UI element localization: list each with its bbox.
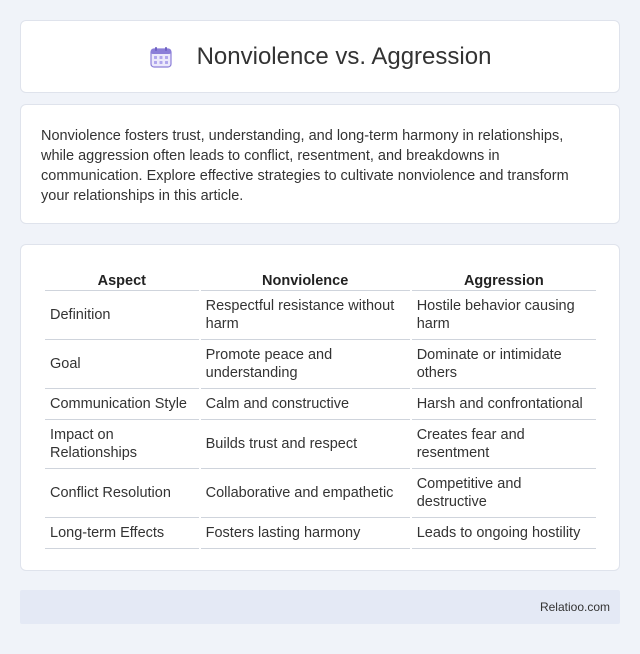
table-row [45,291,596,340]
table-cell: Communication Style [45,389,199,420]
table-row [45,340,596,389]
table-cell: Creates fear and resentment [412,420,596,469]
table-cell: Calm and constructive [201,389,410,420]
table-cell: Dominate or intimidate others [412,340,596,389]
intro-text: Nonviolence fosters trust, understanding, and long-term harmony in relationships, while aggression often leads to conflict, resentment, and breakdowns in communication. Explore effective strategies to cultivate nonviolence and transform your relationships in this article. [41,128,569,204]
column-header-nonviolence: Nonviolence [201,265,410,291]
title-card [20,20,620,93]
table-header-row [45,265,596,291]
table-cell: Respectful resistance without harm [201,291,410,340]
calendar-icon [149,45,173,69]
table-cell: Competitive and destructive [412,469,596,518]
column-header-aggression: Aggression [412,265,596,291]
page-title: Nonviolence vs. Aggression [196,42,492,70]
table-cell: Impact on Relationships [45,420,199,469]
table-cell: Promote peace and understanding [201,340,410,389]
table-cell: Harsh and confrontational [412,389,596,420]
table-cell: Definition [45,291,199,340]
table-row [45,518,596,549]
footer-brand[interactable]: Relatioo.com [539,600,610,614]
table-cell: Fosters lasting harmony [201,518,410,549]
table-row [45,389,596,420]
table-cell: Hostile behavior causing harm [412,291,596,340]
comparison-table-card [20,244,620,571]
table-cell: Long-term Effects [45,518,199,549]
table-cell: Leads to ongoing hostility [412,518,596,549]
table-cell: Collaborative and empathetic [201,469,410,518]
table-cell: Conflict Resolution [45,469,199,518]
column-header-aspect: Aspect [45,265,199,291]
footer [20,590,620,624]
table-row [45,420,596,469]
table-cell: Builds trust and respect [201,420,410,469]
table-cell: Goal [45,340,199,389]
intro-card [20,104,620,224]
table-row [45,469,596,518]
comparison-table [43,265,598,549]
